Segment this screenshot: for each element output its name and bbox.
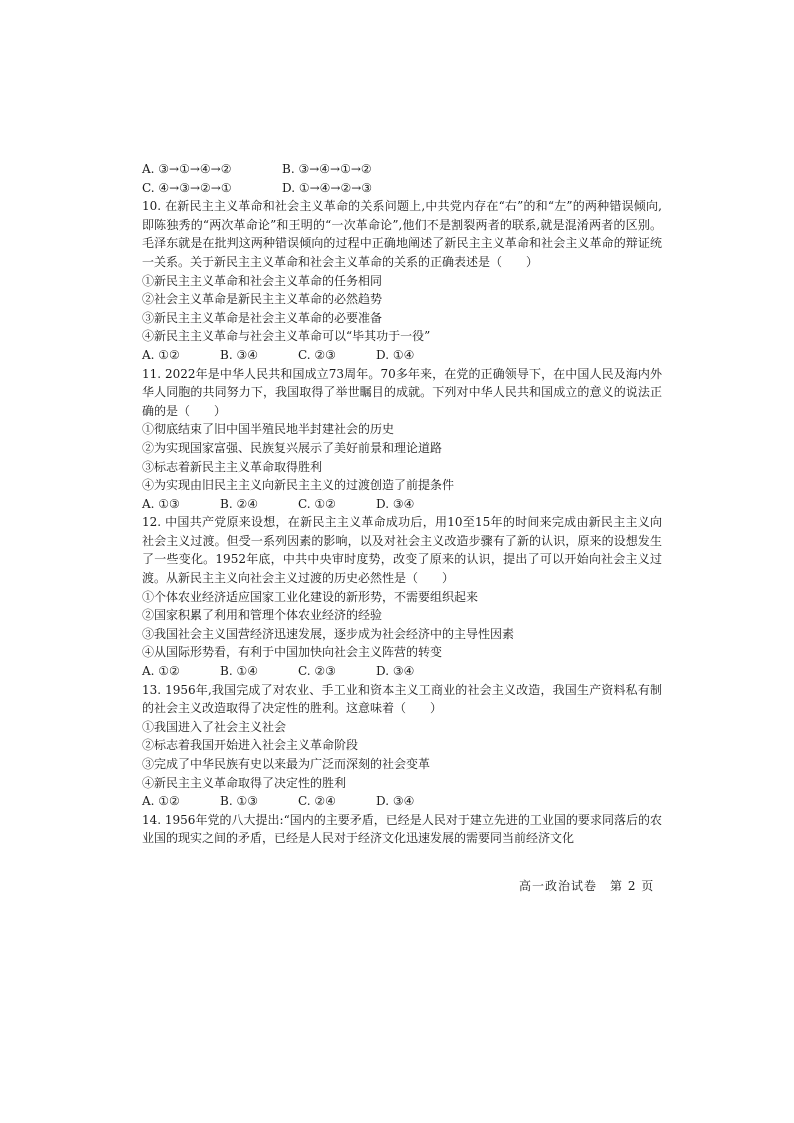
option-c: C. ②③: [298, 347, 336, 362]
page-footer: 高一政治试卷 第 2 页: [519, 879, 655, 893]
question-11-stem: 11. 2022年是中华人民共和国成立73周年。70多年来，在党的正确领导下，在中国人民及海内外华人同胞的共同努力下，我国取得了举世瞩目的成就。下列对中华人民共和国成立的意义的说法正确的是（ ）: [142, 366, 662, 418]
question-10-item-2: ②社会主义革命是新民主主义革命的必然趋势: [142, 292, 383, 307]
option-a: A. ①③: [142, 496, 180, 511]
option-d: D. ③④: [376, 496, 415, 511]
option-a: A. ①②: [142, 794, 180, 809]
question-10-item-4: ④新民主主义革命与社会主义革命可以“毕其功于一役”: [142, 329, 431, 344]
question-12-item-4: ④从国际形势看，有利于中国加快向社会主义阵营的转变: [142, 645, 443, 660]
option-c: C. ②③: [298, 664, 336, 679]
previous-question-options-row-1: [142, 160, 662, 179]
question-13-options: [142, 792, 662, 811]
question-10-stem: 10. 在新民主主义革命和社会主义革命的关系问题上,中共党内存在“右”的和“左”的两种错误倾向,即陈独秀的“两次革命论”和王明的“一次革命论”,他们不是割裂两者的联系,就是混淆两者的区别。毛泽东就是在批判这两种错误倾向的过程中正确地阐述了新民主主义革命和社会主义革命的辩证统一关系。关于新民主主义革命和社会主义革命的关系的正确表述是（ ）: [142, 199, 662, 269]
option-b: B. ②④: [220, 496, 258, 511]
question-11-item-1: ①彻底结束了旧中国半殖民地半封建社会的历史: [142, 422, 395, 437]
question-11-item-4: ④为实现由旧民主主义向新民主主义的过渡创造了前提条件: [142, 478, 455, 493]
question-12-item-1: ①个体农业经济适应国家工业化建设的新形势，不需要组织起来: [142, 589, 479, 604]
option-d: D. ③④: [376, 794, 415, 809]
previous-question-options-row-2: [142, 179, 662, 198]
question-13-item-1: ①我国进入了社会主义社会: [142, 719, 287, 734]
option-a: A. ③→①→④→②: [142, 162, 232, 176]
question-13-item-3: ③完成了中华民族有史以来最为广泛而深刻的社会变革: [142, 757, 431, 771]
question-12-options: [142, 662, 662, 681]
option-c: C. ④→③→②→①: [142, 180, 232, 195]
question-11-item-3: ③标志着新民主主义革命取得胜利: [142, 459, 323, 474]
question-10-item-3: ③新民主主义革命是社会主义革命的必要准备: [142, 310, 383, 325]
question-12-stem: 12. 中国共产党原来设想，在新民主主义革命成功后，用10至15年的时间来完成由新民主主义向社会主义过渡。但受一系列因素的影响，以及对社会主义改造步骤有了新的认识，原来的设想发生了一些变化。1952年底，中共中央审时度势，改变了原来的认识，提出了可以开始向社会主义过渡。从新民主主义向社会主义过渡的历史必然性是（ ）: [142, 515, 662, 586]
page-content: [142, 160, 662, 848]
option-b: B. ①④: [220, 664, 258, 679]
question-11-item-2: ②为实现国家富强、民族复兴展示了美好前景和理论道路: [142, 440, 443, 455]
question-13-item-2: ②标志着我国开始进入社会主义革命阶段: [142, 738, 359, 753]
question-14-stem: 14. 1956年党的八大提出:“国内的主要矛盾，已经是人民对于建立先进的工业国的要求同落后的农业国的现实之间的矛盾，已经是人民对于经济文化迅速发展的需要同当前经济文化: [142, 812, 662, 846]
option-d: D. ①④: [376, 347, 415, 362]
option-d: D. ③④: [376, 664, 415, 679]
option-a: A. ①②: [142, 664, 180, 679]
option-b: B. ③④: [220, 347, 258, 362]
option-b: B. ①③: [220, 794, 258, 809]
question-12-item-3: ③我国社会主义国营经济迅速发展，逐步成为社会经济中的主导性因素: [142, 626, 515, 641]
option-a: A. ①②: [142, 347, 180, 362]
option-b: B. ③→④→①→②: [282, 162, 372, 176]
question-13-item-4: ④新民主主义革命取得了决定性的胜利: [142, 775, 347, 790]
question-11-options: [142, 495, 662, 514]
question-10-options: [142, 346, 662, 365]
question-10-item-1: ①新民主主义革命和社会主义革命的任务相同: [142, 273, 383, 288]
option-c: C. ②④: [298, 794, 336, 809]
question-13-stem: 13. 1956年,我国完成了对农业、手工业和资本主义工商业的社会主义改造，我国生产资料私有制的社会主义改造取得了决定性的胜利。这意味着（ ）: [142, 682, 662, 716]
option-d: D. ①→④→②→③: [282, 180, 373, 195]
option-c: C. ①②: [298, 496, 336, 511]
question-12-item-2: ②国家积累了利用和管理个体农业经济的经验: [142, 608, 383, 623]
